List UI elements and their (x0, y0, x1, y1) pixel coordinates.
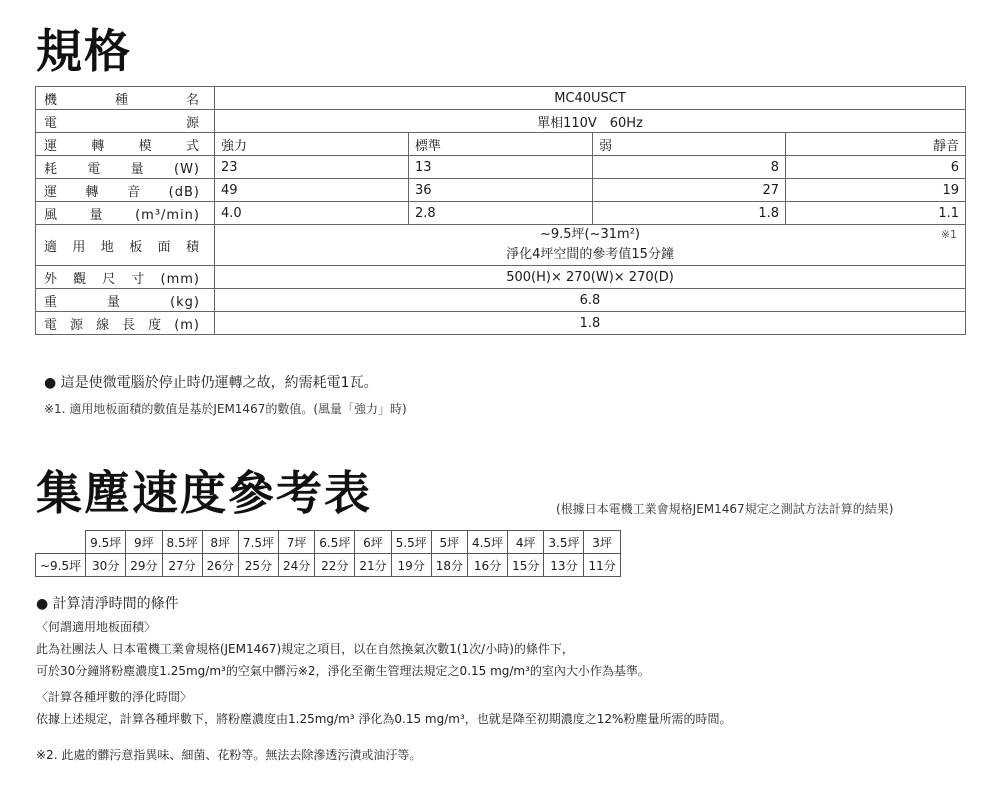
dims-label: 外觀尺寸(mm) (44, 271, 200, 287)
spec-row-area (36, 225, 966, 266)
mode-strong: 強力 (215, 133, 409, 156)
power-value: 單相110V 60Hz (215, 110, 966, 133)
spec-row-noise (36, 179, 966, 202)
dust-value: 13分 (544, 554, 584, 577)
spec-note-1-text: 這是使微電腦於停止時仍運轉之故，約需耗電1瓦。 (60, 375, 378, 391)
noise-quiet: 19 (786, 179, 966, 202)
spec-row-model (36, 87, 966, 110)
dust-value: 24分 (278, 554, 314, 577)
mode-weak: 弱 (593, 133, 786, 156)
noise-strong: 49 (215, 179, 409, 202)
dust-value: 19分 (391, 554, 431, 577)
spec-note-1 (44, 372, 378, 392)
airflow-strong: 4.0 (215, 202, 409, 225)
dust-value: 26分 (202, 554, 238, 577)
dust-header-row (36, 531, 621, 554)
dust-subtitle: (根據日本電機工業會規格JEM1467規定之測試方法計算的結果) (556, 502, 894, 516)
cord-value: 1.8 (215, 312, 966, 335)
dust-value-row (36, 554, 621, 577)
dust-value: 29分 (126, 554, 162, 577)
area-line-2: 淨化4坪空間的參考值15分鐘 (506, 247, 674, 262)
consumption-label: 耗電量(W) (44, 161, 200, 177)
dust-table (35, 530, 621, 577)
spec-row-airflow (36, 202, 966, 225)
dust-value: 11分 (584, 554, 620, 577)
dust-header: 5.5坪 (391, 531, 431, 554)
spec-row-dims (36, 266, 966, 289)
weight-label: 重量(kg) (44, 294, 200, 310)
spec-row-modes (36, 133, 966, 156)
dust-header: 7.5坪 (238, 531, 278, 554)
conditions-sub-2: 〈計算各種坪數的淨化時間〉 (36, 690, 193, 704)
conditions-p1-line-2: 可於30分鐘將粉塵濃度1.25mg/m³的空氣中髒污※2，淨化至衛生管理法規定之0.15 mg/m³的室內大小作為基準。 (36, 664, 650, 678)
spec-table (35, 86, 966, 335)
dust-value: 15分 (508, 554, 544, 577)
spec-title: 規格 (36, 24, 132, 78)
dust-header: 4坪 (508, 531, 544, 554)
dust-header: 8.5坪 (162, 531, 202, 554)
conditions-note-2: ※2. 此處的髒污意指異味、細菌、花粉等。無法去除滲透污漬或油汙等。 (36, 748, 422, 762)
cord-label: 電源線長度(m) (44, 317, 200, 333)
dust-header: 3.5坪 (544, 531, 584, 554)
dust-header: 6.5坪 (315, 531, 355, 554)
area-note-mark: ※1 (940, 228, 957, 241)
dust-value: 18分 (431, 554, 467, 577)
dust-header: 9.5坪 (86, 531, 126, 554)
noise-label: 運轉音(dB) (44, 184, 200, 200)
dims-value: 500(H)× 270(W)× 270(D) (215, 266, 966, 289)
airflow-label: 風量(m³/min) (44, 207, 200, 223)
mode-quiet: 靜音 (786, 133, 966, 156)
airflow-standard: 2.8 (409, 202, 593, 225)
consumption-strong: 23 (215, 156, 409, 179)
dust-value: 30分 (86, 554, 126, 577)
conditions-heading-text: 計算清淨時間的條件 (52, 596, 179, 612)
power-label: 電源 (44, 115, 200, 131)
bullet-dot-icon: ● (44, 375, 57, 391)
conditions-sub-1: 〈何謂適用地板面積〉 (36, 620, 157, 634)
dust-header: 6坪 (355, 531, 391, 554)
bullet-dot-icon: ● (36, 596, 49, 612)
area-line-1: ~9.5坪(~31m²) (539, 227, 641, 242)
consumption-weak: 8 (593, 156, 786, 179)
dust-value: 27分 (162, 554, 202, 577)
conditions-p2: 依據上述規定，計算各種坪數下，將粉塵濃度由1.25mg/m³ 淨化為0.15 mg/m³，也就是降至初期濃度之12%粉塵量所需的時間。 (36, 712, 732, 726)
conditions-p1-line-1: 此為社團法人 日本電機工業會規格(JEM1467)規定之項目，以在自然換氣次數1(1次/小時)的條件下， (36, 642, 574, 656)
airflow-quiet: 1.1 (786, 202, 966, 225)
dust-header: 7坪 (278, 531, 314, 554)
consumption-quiet: 6 (786, 156, 966, 179)
dust-header: 5坪 (431, 531, 467, 554)
conditions-body (36, 616, 976, 766)
spec-note-2: ※1. 適用地板面積的數值是基於JEM1467的數值。(風量「強力」時) (44, 402, 407, 416)
model-value: MC40USCT (215, 87, 966, 110)
dust-header: 9坪 (126, 531, 162, 554)
spec-row-consumption (36, 156, 966, 179)
consumption-standard: 13 (409, 156, 593, 179)
mode-label: 運轉模式 (44, 138, 200, 154)
spec-row-weight (36, 289, 966, 312)
area-label: 適用地板面積 (44, 239, 200, 255)
model-label: 機種名 (44, 92, 200, 108)
spec-row-power (36, 110, 966, 133)
dust-header: 8坪 (202, 531, 238, 554)
dust-title: 集塵速度參考表 (36, 466, 372, 520)
weight-value: 6.8 (215, 289, 966, 312)
dust-row-label: ~9.5坪 (36, 554, 86, 577)
dust-header: 3坪 (584, 531, 620, 554)
spec-row-cord (36, 312, 966, 335)
dust-value: 16分 (468, 554, 508, 577)
dust-value: 25分 (238, 554, 278, 577)
airflow-weak: 1.8 (593, 202, 786, 225)
dust-value: 21分 (355, 554, 391, 577)
dust-header: 4.5坪 (468, 531, 508, 554)
dust-value: 22分 (315, 554, 355, 577)
noise-weak: 27 (593, 179, 786, 202)
conditions-heading (36, 593, 179, 613)
mode-standard: 標準 (409, 133, 593, 156)
noise-standard: 36 (409, 179, 593, 202)
